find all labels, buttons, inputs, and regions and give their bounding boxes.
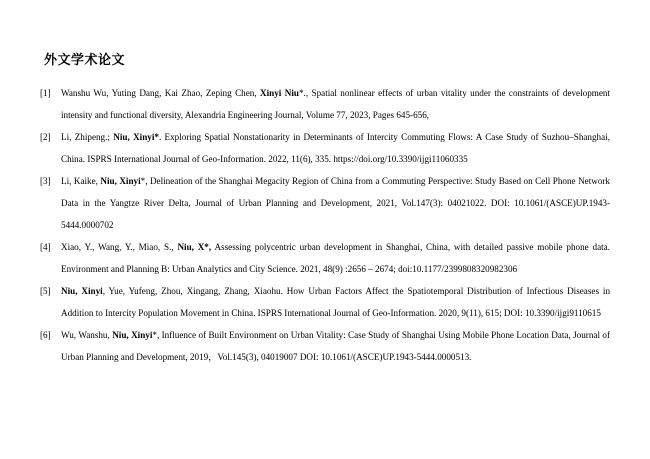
reference-highlight-author: Niu, Xinyi xyxy=(100,176,141,186)
reference-details: Assessing polycentric urban development in Shanghai, China, with detailed passive mobile phone data. Environment and Planning B: Urban Analytics and City Science. 2021, 48(9) :2656 – 2674; doi:10.1177/2399808320982306 xyxy=(61,242,610,274)
reference-highlight-author: Xinyi Niu xyxy=(260,88,299,98)
reference-text xyxy=(61,126,610,170)
reference-item xyxy=(40,324,610,368)
reference-number: [4] xyxy=(40,242,51,252)
reference-text xyxy=(61,280,610,324)
reference-highlight-author: Niu, Xinyi xyxy=(61,286,103,296)
reference-text xyxy=(61,82,610,126)
reference-details: *, Influence of Built Environment on Urban Vitality: Case Study of Shanghai Using Mobile Phone Location Data, Journal of Urban Planning and Development, 2019，Vol.145(3), 04019007 DOI: 10.1061/(ASCE)UP.1943-5444.0000513. xyxy=(61,330,610,362)
reference-highlight-author: Niu, Xinyi* xyxy=(113,132,159,142)
reference-details: *., Spatial nonlinear effects of urban vitality under the constraints of development intensity and functional diversity, Alexandria Engineering Journal, Volume 77, 2023, Pages 645-656, xyxy=(61,88,611,120)
reference-highlight-author: Niu, Xinyi xyxy=(112,330,153,340)
reference-item xyxy=(40,170,610,236)
reference-item xyxy=(40,236,610,280)
section-heading: 外文学术论文 xyxy=(44,53,126,68)
reference-item xyxy=(40,126,610,170)
reference-authors: Wu, Wanshu, xyxy=(61,330,113,340)
reference-item xyxy=(40,280,610,324)
reference-text xyxy=(61,236,610,280)
reference-number: [1] xyxy=(40,88,51,98)
reference-number: [3] xyxy=(40,176,51,186)
reference-authors: Wanshu Wu, Yuting Dang, Kai Zhao, Zeping Chen, xyxy=(61,88,261,98)
reference-list xyxy=(40,82,610,368)
reference-authors: Li, Zhipeng.; xyxy=(61,132,114,142)
reference-details: , Yue, Yufeng, Zhou, Xingang, Zhang, Xiaohu. How Urban Factors Affect the Spatiotemporal Distribution of Infectious Diseases in Addition to Intercity Population Movement in China. ISPRS International Journal of Geo-Information. 2020, 9(11), 615; DOI: 10.3390/ijgi9110615 xyxy=(61,286,611,318)
reference-text xyxy=(61,324,610,368)
reference-item xyxy=(40,82,610,126)
reference-number: [5] xyxy=(40,286,51,296)
reference-number: [2] xyxy=(40,132,51,142)
reference-number: [6] xyxy=(40,330,51,340)
reference-text xyxy=(61,170,610,236)
reference-authors: Xiao, Y., Wang, Y., Miao, S., xyxy=(61,242,178,252)
reference-authors: Li, Kaike, xyxy=(61,176,101,186)
reference-highlight-author: Niu, X*, xyxy=(177,242,212,252)
reference-details: *, Delineation of the Shanghai Megacity Region of China from a Commuting Perspective: Study Based on Cell Phone Network Data in the Yangtze River Delta, Journal of Urban Planning and Development, 2021, Vol.147(3): 04021022. DOI: 10.1061/(ASCE)UP.1943-5444.0000702 xyxy=(61,176,610,230)
reference-details: . Exploring Spatial Nonstationarity in Determinants of Intercity Commuting Flows: A Case Study of Suzhou–Shanghai, China. ISPRS International Journal of Geo-Information. 2022, 11(6), 335. https://doi.org/10.3390/ijgi11060335 xyxy=(61,132,610,164)
